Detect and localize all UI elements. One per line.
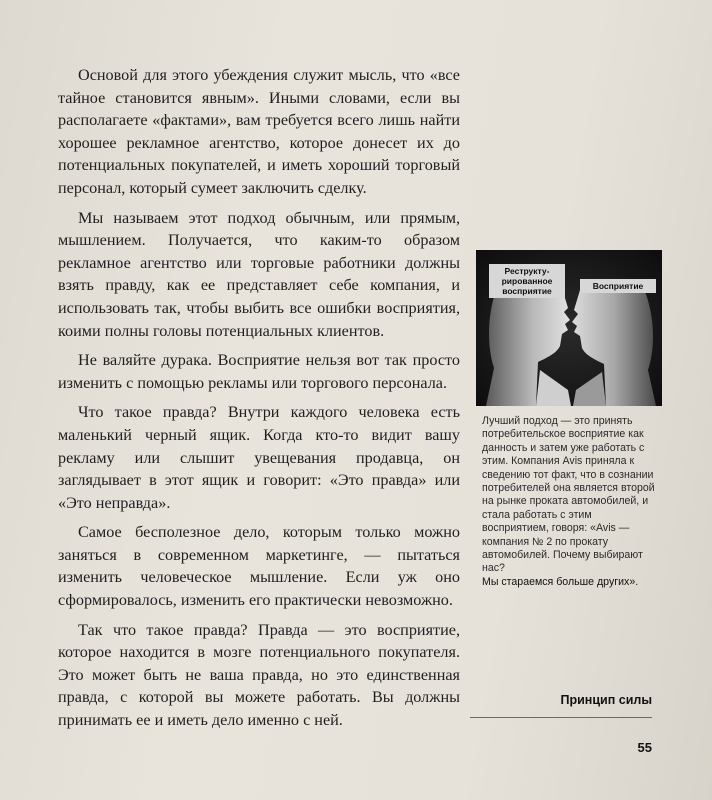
paragraph-3: Не валяйте дурака. Восприятие нельзя вот так просто изменить с помощью рекламы или торгового персонала.	[58, 351, 460, 392]
paragraph-2: Мы называем этот подход обычным, или прямым, мышлением. Получается, что каким-то образом рекламное агентство или торговые работники должны взять правду, как ее представляет себе компания, и использовать так, чтобы выбить все ошибки восприятия, коими полны головы потенциальных клиентов.	[58, 208, 460, 340]
page-number: 55	[637, 740, 652, 755]
paragraph-1: Основой для этого убеждения служит мысль, что «все тайное становится явным». Иными словами, если вы располагаете «фактами», вам требуется всего лишь найти хорошее рекламное агентство, которое донесет их до потенциальных покупателей, и иметь хороший торговый персонал, который сумеет заключить сделку.	[58, 66, 460, 197]
label-restructured-perception: Реструкту- рированное восприятие	[489, 264, 565, 298]
paragraph-6: Так что такое правда? Правда — это восприятие, которое находится в мозге потенциального покупателя. Это может быть не ваша правда, но это единственная правда, с которой вы можете работать. Вы должны принимать ее и иметь дело именно с ней.	[58, 620, 460, 730]
caption-text: Лучший подход — это принять потребительское восприятие как данность и затем уже работать с этим. Компания Avis приняла к сведению тот факт, что в сознании потребителей она является второй на рынке проката автомобилей, и стала работать с этим восприятием, говоря: «Avis — компания № 2 по прокату автомобилей. Почему выбирают нас?	[482, 415, 655, 575]
label-perception: Восприятие	[580, 279, 656, 293]
divider	[470, 717, 652, 718]
two-heads-photo	[476, 250, 662, 406]
main-text	[58, 64, 460, 739]
caption-quote: Мы стараемся больше других».	[482, 575, 639, 588]
section-title: Принцип силы	[560, 693, 652, 707]
paragraph-4: Что такое правда? Внутри каждого человека есть маленький черный ящик. Когда кто-то видит вашу рекламу или слышит увещевания продавца, он заглядывает в этот ящик и говорит: «Это правда» или «Это неправда».	[58, 403, 460, 512]
paragraph-5: Самое бесполезное дело, которым только можно заняться в современном маркетинге, — пытаться изменить человеческое мышление. Если уж оно сформировалось, изменить его практически невозможно.	[58, 523, 460, 610]
figure-caption	[482, 415, 660, 589]
